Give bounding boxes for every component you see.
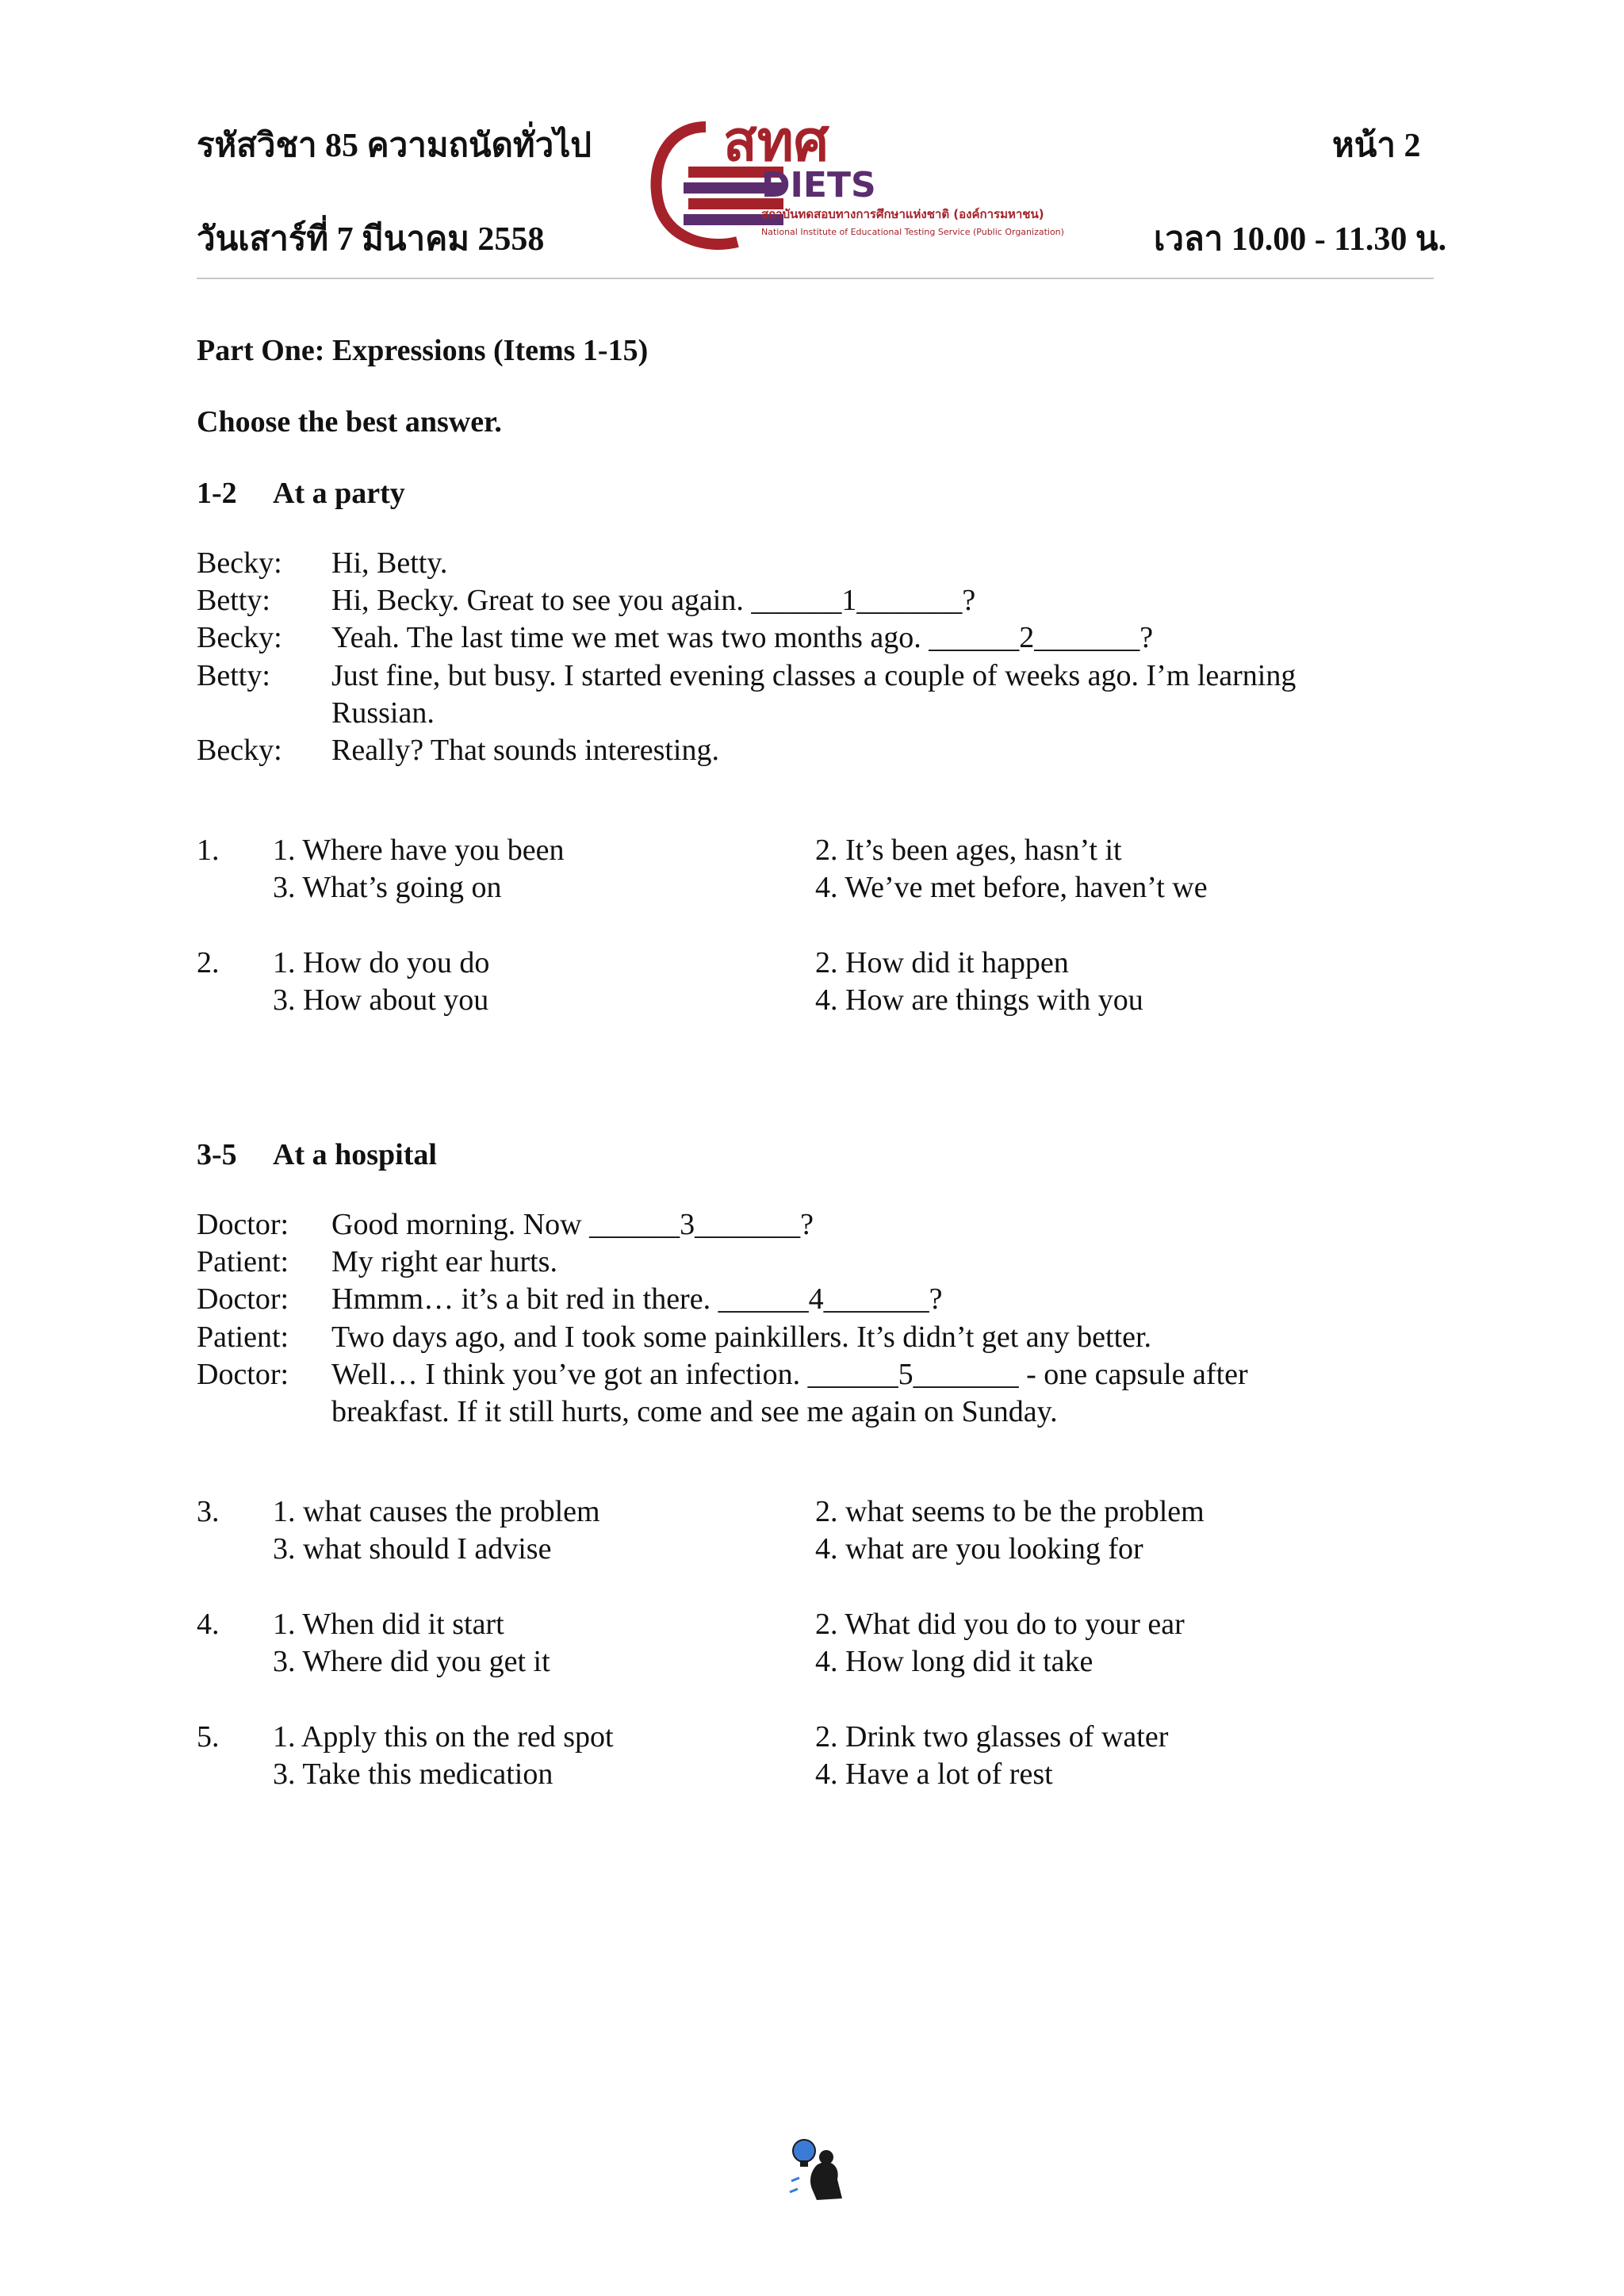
section-title: At a hospital (273, 1138, 437, 1171)
answer-option[interactable]: 3. what should I advise (273, 1532, 552, 1566)
logo-org-thai: สถาบันทดสอบทางการศึกษาแห่งชาติ (องค์การมหาชน) (761, 207, 1044, 221)
section-number: 3-5 (197, 1138, 237, 1171)
section-number: 1-2 (197, 477, 237, 510)
answer-option[interactable]: 3. What’s going on (273, 871, 502, 904)
speaker: Doctor: (197, 1358, 289, 1391)
section-title: At a party (273, 477, 405, 510)
logo-org-en: National Institute of Educational Testing Service (Public Organization) (761, 227, 1064, 237)
dialogue-line: Really? That sounds interesting. (331, 734, 719, 767)
dialogue-line: Well… I think you’ve got an infection. ______5_______ - one capsule after (331, 1358, 1248, 1391)
question-number: 2. (197, 946, 220, 979)
page-number: หน้า 2 (1332, 128, 1421, 164)
speaker: Betty: (197, 584, 270, 617)
dialogue-line: Yeah. The last time we met was two months ago. ______2_______? (331, 621, 1154, 654)
speaker: Patient: (197, 1245, 289, 1278)
exam-time: เวลา 10.00 - 11.30 น. (1154, 221, 1447, 258)
answer-option[interactable]: 1. Where have you been (273, 834, 565, 867)
exam-date: วันเสาร์ที่ 7 มีนาคม 2558 (197, 221, 545, 258)
answer-option[interactable]: 1. Apply this on the red spot (273, 1720, 614, 1754)
instruction: Choose the best answer. (197, 405, 502, 439)
question-number: 5. (197, 1720, 220, 1754)
question-number: 4. (197, 1608, 220, 1641)
dialogue-line: Russian. (331, 696, 435, 730)
question-number: 1. (197, 834, 220, 867)
subject-code: รหัสวิชา 85 ความถนัดทั่วไป (197, 128, 592, 164)
speaker: Becky: (197, 734, 282, 767)
answer-option[interactable]: 3. Take this medication (273, 1757, 553, 1791)
speaker: Becky: (197, 621, 282, 654)
thinker-lightbulb-icon (785, 2133, 848, 2205)
speaker: Patient: (197, 1320, 289, 1354)
dialogue-line: Hmmm… it’s a bit red in there. ______4_______? (331, 1282, 943, 1316)
speaker: Betty: (197, 659, 270, 692)
answer-option[interactable]: 2. How did it happen (815, 946, 1069, 979)
logo-name: DIETS (761, 165, 876, 205)
answer-option[interactable]: 1. When did it start (273, 1608, 504, 1641)
answer-option[interactable]: 2. What did you do to your ear (815, 1608, 1185, 1641)
answer-option[interactable]: 3. How about you (273, 983, 489, 1017)
answer-option[interactable]: 4. what are you looking for (815, 1532, 1143, 1566)
dialogue-line: My right ear hurts. (331, 1245, 557, 1278)
answer-option[interactable]: 1. what causes the problem (273, 1495, 600, 1528)
dialogue-line: Two days ago, and I took some painkillers. It’s didn’t get any better. (331, 1320, 1152, 1354)
answer-option[interactable]: 4. How long did it take (815, 1645, 1094, 1678)
diets-logo (650, 111, 1094, 254)
answer-option[interactable]: 4. We’ve met before, haven’t we (815, 871, 1208, 904)
header-divider (197, 278, 1434, 279)
dialogue-line: Just fine, but busy. I started evening classes a couple of weeks ago. I’m learning (331, 659, 1297, 692)
dialogue-line: Hi, Becky. Great to see you again. ______1_______? (331, 584, 976, 617)
answer-option[interactable]: 2. It’s been ages, hasn’t it (815, 834, 1122, 867)
speaker: Doctor: (197, 1282, 289, 1316)
dialogue-line: Hi, Betty. (331, 546, 448, 580)
part-title: Part One: Expressions (Items 1-15) (197, 334, 649, 367)
answer-option[interactable]: 4. Have a lot of rest (815, 1757, 1053, 1791)
answer-option[interactable]: 4. How are things with you (815, 983, 1143, 1017)
question-number: 3. (197, 1495, 220, 1528)
speaker: Becky: (197, 546, 282, 580)
speaker: Doctor: (197, 1208, 289, 1241)
answer-option[interactable]: 3. Where did you get it (273, 1645, 550, 1678)
answer-option[interactable]: 2. Drink two glasses of water (815, 1720, 1169, 1754)
logo-thai-mark: สทศ (723, 111, 829, 174)
answer-option[interactable]: 2. what seems to be the problem (815, 1495, 1205, 1528)
dialogue-line: Good morning. Now ______3_______? (331, 1208, 814, 1241)
dialogue-line: breakfast. If it still hurts, come and see me again on Sunday. (331, 1395, 1058, 1428)
answer-option[interactable]: 1. How do you do (273, 946, 490, 979)
